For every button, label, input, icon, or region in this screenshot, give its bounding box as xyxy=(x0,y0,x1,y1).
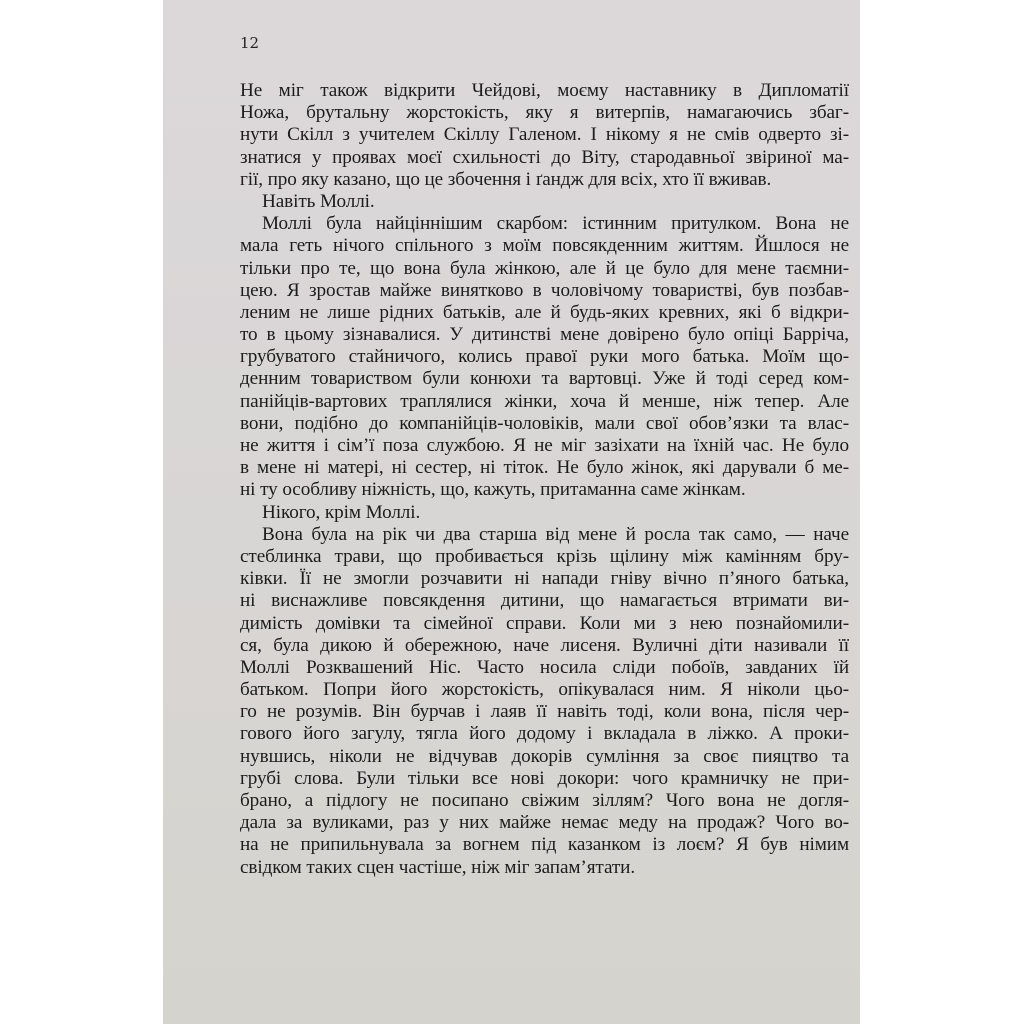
book-page xyxy=(163,0,860,1024)
text-line: Моллі була найціннішим скарбом: істинним притулком. Вона не xyxy=(262,213,849,235)
text-line: вони, подібно до компанійців-чоловіків, мали свої обов’язки та влас- xyxy=(240,412,849,434)
text-line: нувшись, ніколи не відчував докорів сумління за своє пияцтво та xyxy=(240,745,849,767)
text-line: грубуватого стайничого, колись правої руки мого батька. Моїм що- xyxy=(240,346,849,368)
text-line: Навіть Моллі. xyxy=(262,190,375,212)
text-line: мала геть нічого спільного з моїм повсякденним життям. Йшлося не xyxy=(240,235,849,257)
text-line: го не розумів. Він бурчав і лаяв її навіть тоді, коли вона, після чер- xyxy=(240,701,849,723)
text-line: ні виснажливе повсякдення дитини, що намагається втримати ви- xyxy=(240,590,849,612)
text-line: ні ту особливу ніжність, що, кажуть, притаманна саме жінкам. xyxy=(240,479,746,501)
text-line: в мене ні матері, ні сестер, ні тіток. Не було жінок, які дарували б ме- xyxy=(240,457,849,479)
text-line: ся, була дикою й обережною, наче лисеня. Вуличні діти називали її xyxy=(240,634,849,656)
text-line: цею. Я зростав майже винятково в чоловічому товаристві, був позбав- xyxy=(240,279,849,301)
text-line: Не міг також відкрити Чейдові, моєму наставнику в Дипломатії xyxy=(240,80,849,101)
text-line: на не припильнувала за вогнем під казанком із лоєм? Я був німим xyxy=(240,834,849,856)
text-line: Вона була на рік чи два старша від мене й росла так само, — наче xyxy=(262,523,849,545)
text-line: димість домівки та сімейної справи. Коли ми з нею познайомили- xyxy=(240,612,849,634)
text-line: леним не лише рідних батьків, але й будь-яких кревних, які б відкри- xyxy=(240,301,849,323)
text-line: батьком. Попри його жорстокість, опікувалася ним. Я ніколи цьо- xyxy=(240,679,849,701)
text-line: грубі слова. Були тільки все нові докори: чого крамничку не при- xyxy=(240,767,849,789)
text-line: Нікого, крім Моллі. xyxy=(262,501,421,523)
text-line: Ножа, брутальну жорстокість, яку я витерпів, намагаючись збаг- xyxy=(240,102,849,124)
text-line: знатися у проявах моєї схильності до Віту, стародавньої звіриної ма- xyxy=(240,146,849,168)
text-line: гії, про яку казано, що це збочення і ґандж для всіх, хто її вживав. xyxy=(240,168,772,190)
text-line: то в цьому зізнавалися. У дитинстві мене довірено було опіці Барріча, xyxy=(240,324,849,346)
text-line: дала за вуликами, раз у них майже немає меду на продаж? Чого во- xyxy=(240,812,849,834)
text-line: Моллі Розквашений Ніс. Часто носила сліди побоїв, завданих їй xyxy=(240,656,849,678)
text-line: стеблинка трави, що пробивається крізь щілину між камінням бру- xyxy=(240,545,849,567)
text-line: денним товариством були конюхи та вартовці. Уже й тоді серед ком- xyxy=(240,368,849,390)
text-line: не життя і сім’ї поза службою. Я не міг зазіхати на їхній час. Не було xyxy=(240,435,849,456)
text-line: гового його загулу, тягла його додому і вкладала в ліжко. А проки- xyxy=(240,723,849,745)
text-line: ківки. Її не змогли розчавити ні напади гніву вічно п’яного батька, xyxy=(240,568,849,590)
text-line: тільки про те, що вона була жінкою, але й це було для мене таємни- xyxy=(240,257,849,279)
body-text xyxy=(240,80,849,879)
text-line: панійців-вартових траплялися жінки, хоча й менше, ніж тепер. Але xyxy=(240,390,849,412)
text-line: свідком таких сцен частіше, ніж міг запам’ятати. xyxy=(240,856,636,878)
page-number: 12 xyxy=(240,34,260,52)
text-line: брано, а підлогу не посипано свіжим зіллям? Чого вона не догля- xyxy=(240,790,849,811)
text-line: нути Скілл з учителем Скіллу Галеном. І нікому я не смів одверто зі- xyxy=(240,124,849,146)
